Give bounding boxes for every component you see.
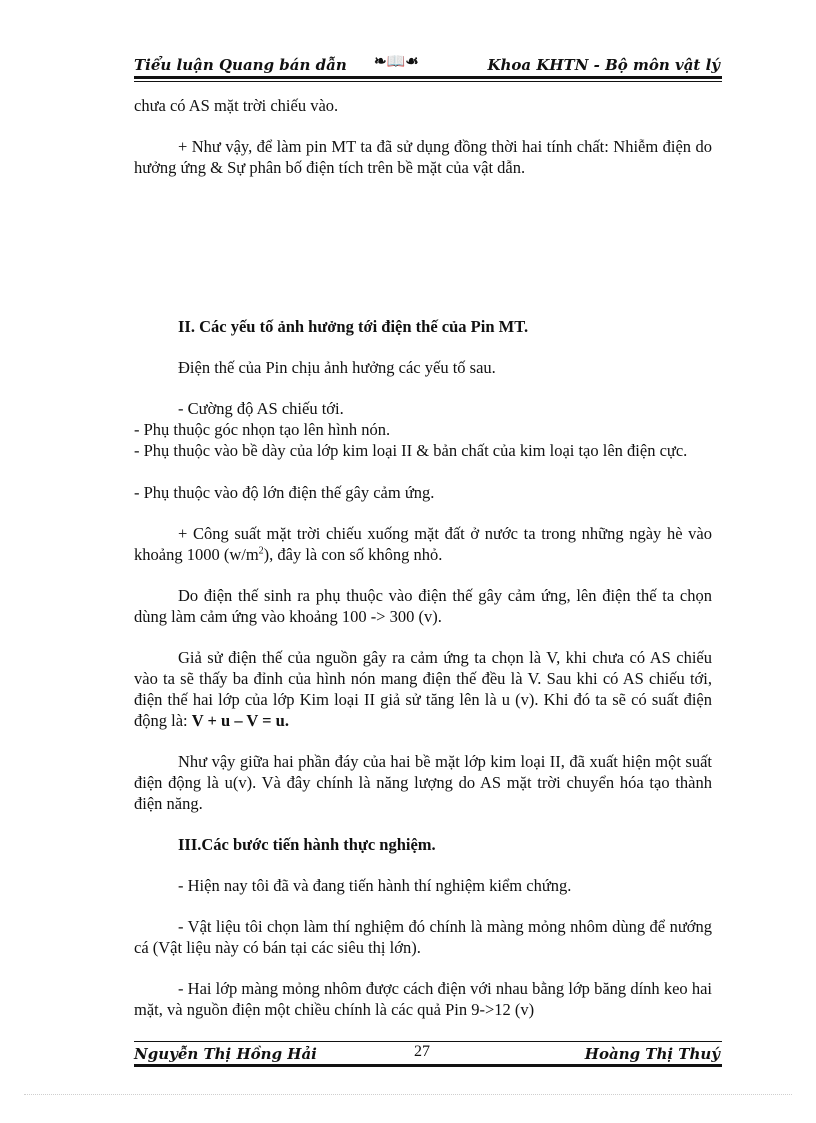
paragraph-4: - Cường độ AS chiếu tới. — [178, 399, 344, 418]
paragraph-9: Do điện thế sinh ra phụ thuộc vào điện thế gây cảm ứng, lên điện thế ta chọn dùng làm cảm ứng vào khoảng 100 -> 300 (v). — [134, 586, 712, 626]
paragraph-11: Như vậy giữa hai phần đáy của hai bề mặt lớp kim loại II, đã xuất hiện một suất điện động là u(v). Và đây chính là năng lượng do AS mặt trời chuyển hóa tạo thành điện năng. — [134, 752, 712, 813]
page-number: 27 — [414, 1043, 430, 1060]
book-ornament-icon: ❧📖☙ — [374, 52, 419, 70]
footer-rule-top — [134, 1041, 722, 1042]
paragraph-14: - Hai lớp màng mỏng nhôm được cách điện với nhau bằng lớp băng dính keo hai mặt, và nguồn điện một chiều chính là các quả Pin 9->12 (v) — [134, 979, 712, 1019]
header-rule-thin — [134, 81, 722, 82]
paragraph-8-text-end: ), đây là con số không nhỏ. — [263, 545, 443, 564]
paragraph-8-text: + Công suất mặt trời chiếu xuống mặt đất ở nước ta trong những ngày hè vào khoảng 1000 (w/m — [134, 524, 712, 564]
paragraph-7: - Phụ thuộc vào độ lớn điện thế gây cảm ứng. — [134, 483, 435, 502]
paragraph-10-text: Giả sử điện thế của nguồn gây ra cảm ứng ta chọn là V, khi chưa có AS chiếu vào ta sẽ thấy ba đỉnh của hình nón mang điện thế đều là V. Sau khi có AS chiếu tới, điện thế hai lớp của lớp Kim loại II giả sử tăng lên là u (v). Khi đó ta sẽ có suất điện động là: — [134, 648, 712, 730]
paragraph-10 — [134, 647, 712, 731]
footer-author-left: Nguyễn Thị Hồng Hải — [134, 1045, 317, 1063]
paragraph-13: - Vật liệu tôi chọn làm thí nghiệm đó chính là màng mỏng nhôm dùng để nướng cá (Vật liệu này có bán tại các siêu thị lớn). — [134, 917, 712, 957]
paragraph-12: - Hiện nay tôi đã và đang tiến hành thí nghiệm kiểm chứng. — [178, 876, 572, 895]
section-2-title: II. Các yếu tố ảnh hưởng tới điện thế của Pin MT. — [178, 317, 529, 336]
superscript-2: 2 — [258, 545, 264, 557]
page-header — [134, 48, 722, 78]
paragraph-5: - Phụ thuộc góc nhọn tạo lên hình nón. — [134, 420, 391, 439]
header-left-text: Tiểu luận Quang bán dẫn — [134, 56, 347, 74]
emf-formula: V + u – V = u. — [191, 711, 289, 730]
page-bottom-dotted-line — [24, 1094, 792, 1095]
paragraph-6: - Phụ thuộc vào bề dày của lớp kim loại II & bản chất của kim loại tạo lên điện cực. — [134, 441, 688, 460]
footer-author-right: Hoàng Thị Thuý — [584, 1045, 720, 1063]
section-3-title: III.Các bước tiến hành thực nghiệm. — [178, 835, 436, 854]
header-rule-thick — [134, 76, 722, 79]
paragraph-2: + Như vậy, để làm pin MT ta đã sử dụng đồng thời hai tính chất: Nhiễm điện do hưởng ứng & Sự phân bố điện tích trên bề mặt của vật dẫn. — [134, 137, 712, 177]
paragraph-8 — [134, 523, 712, 565]
paragraph-3: Điện thế của Pin chịu ảnh hưởng các yếu tố sau. — [178, 358, 496, 377]
header-right-text: Khoa KHTN - Bộ môn vật lý — [487, 56, 720, 74]
footer-rule-thick — [134, 1064, 722, 1067]
paragraph-1: chưa có AS mặt trời chiếu vào. — [134, 96, 339, 115]
